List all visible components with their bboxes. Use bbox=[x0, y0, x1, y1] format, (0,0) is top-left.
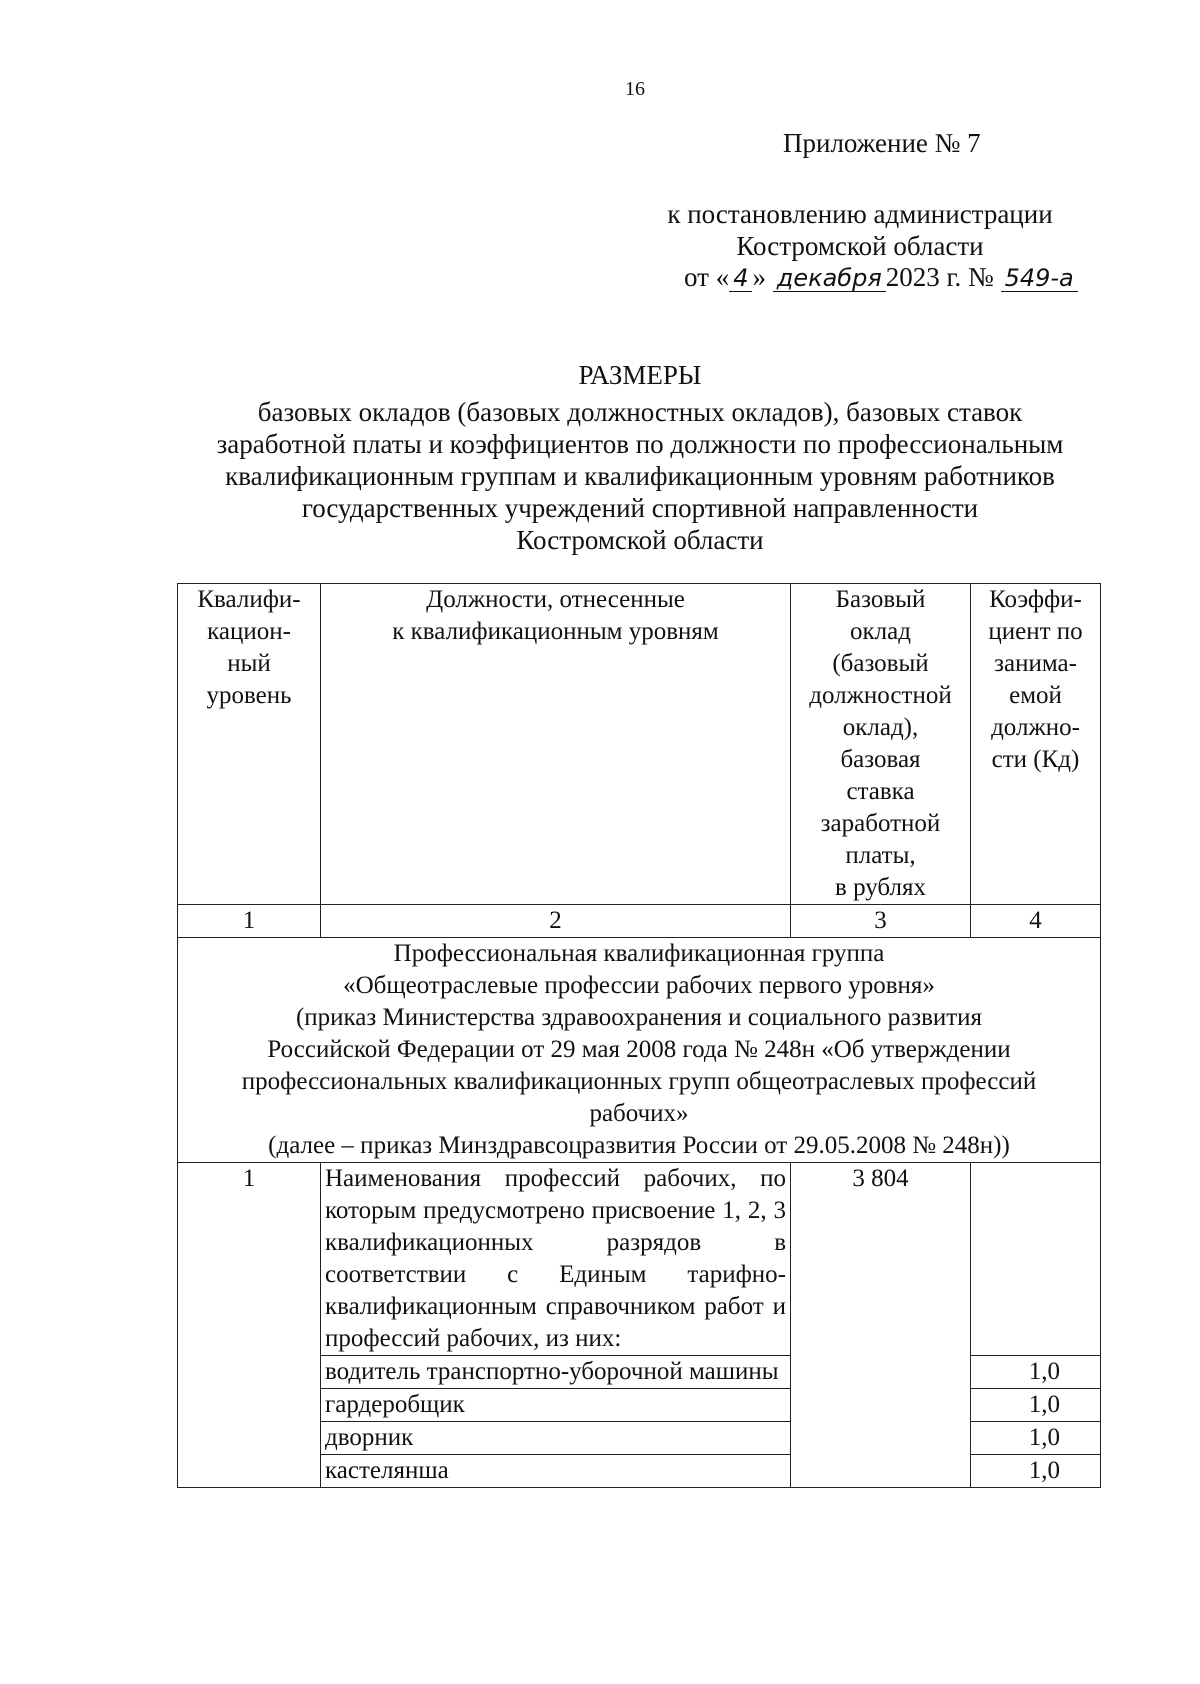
decree-number-handwritten: 549-а bbox=[1001, 265, 1078, 292]
group-header-line: Профессиональная квалификационная группа bbox=[393, 940, 885, 967]
column-number: 3 bbox=[791, 905, 971, 938]
group-header-line: «Общеотраслевые профессии рабочих первого уровня» bbox=[343, 972, 935, 999]
decree-month-handwritten: декабря bbox=[773, 265, 886, 292]
coefficient-cell: 1,0 bbox=[971, 1389, 1101, 1422]
position-cell: гардеробщик bbox=[321, 1389, 791, 1422]
header-positions: Должности, отнесенные к квалификационным уровням bbox=[321, 584, 791, 905]
subtitle-line: квалификационным группам и квалификационным уровням работников bbox=[225, 461, 1055, 491]
decree-year: 2023 г. № bbox=[885, 262, 994, 292]
position-cell: дворник bbox=[321, 1422, 791, 1455]
subtitle-line: базовых окладов (базовых должностных окладов), базовых ставок bbox=[257, 397, 1023, 427]
decree-reference bbox=[640, 198, 1080, 262]
subtitle-line: государственных учреждений спортивной направленности bbox=[301, 493, 979, 523]
coefficient-cell: 1,0 bbox=[971, 1422, 1101, 1455]
header-base-salary: Базовый оклад (базовый должностной оклад), базовая ставка заработной платы, в рублях bbox=[791, 584, 971, 905]
column-number: 2 bbox=[321, 905, 791, 938]
subtitle-line: Костромской области bbox=[516, 525, 764, 555]
professions-description: Наименования профессий рабочих, по которым предусмотрено присвоение 1, 2, 3 квалификационных разрядов в соответствии с Единым тарифно-квалификационным справочником работ и профессий рабочих, из них: bbox=[321, 1163, 791, 1356]
table-header-row bbox=[178, 584, 1101, 905]
group-header-line: (приказ Министерства здравоохранения и социального развития bbox=[295, 1004, 983, 1031]
header-coefficient: Коэффи- циент по занима- емой должно- сти (Кд) bbox=[971, 584, 1101, 905]
group-header-line: рабочих» bbox=[589, 1100, 689, 1127]
column-number: 1 bbox=[178, 905, 321, 938]
decree-day-close: » bbox=[752, 262, 766, 292]
position-cell: кастелянша bbox=[321, 1455, 791, 1488]
table-row bbox=[178, 1163, 1101, 1356]
position-cell: водитель транспортно-уборочной машины bbox=[321, 1356, 791, 1389]
group-header-line: Российской Федерации от 29 мая 2008 года № 248н «Об утверждении bbox=[267, 1036, 1011, 1063]
decree-date-prefix: от « bbox=[684, 262, 730, 292]
base-salary-cell: 3 804 bbox=[791, 1163, 971, 1488]
column-number: 4 bbox=[971, 905, 1101, 938]
group-header-line: (далее – приказ Минздравсоцразвития России от 29.05.2008 № 248н)) bbox=[268, 1132, 1010, 1159]
empty-coefficient-cell bbox=[971, 1163, 1101, 1356]
coefficient-cell: 1,0 bbox=[971, 1455, 1101, 1488]
column-numbers-row bbox=[178, 905, 1101, 938]
salary-table bbox=[177, 583, 1101, 1488]
coefficient-cell: 1,0 bbox=[971, 1356, 1101, 1389]
qualification-group-header bbox=[178, 938, 1101, 1163]
decree-line-1: к постановлению администрации bbox=[667, 199, 1053, 229]
document-subtitle bbox=[140, 396, 1140, 556]
document-title: РАЗМЕРЫ bbox=[578, 360, 702, 390]
qualification-level-cell: 1 bbox=[178, 1163, 321, 1488]
page-number: 16 bbox=[625, 78, 645, 100]
subtitle-line: заработной платы и коэффициентов по должности по профессиональным bbox=[216, 429, 1064, 459]
decree-day-handwritten: 4 bbox=[729, 265, 752, 292]
decree-date bbox=[684, 262, 1078, 293]
appendix-label: Приложение № 7 bbox=[783, 128, 981, 158]
header-qualification-level: Квалифи- кацион- ный уровень bbox=[178, 584, 321, 905]
group-header-line: профессиональных квалификационных групп общеотраслевых профессий bbox=[241, 1068, 1037, 1095]
decree-line-2: Костромской области bbox=[736, 231, 984, 261]
group-header-row bbox=[178, 938, 1101, 1163]
